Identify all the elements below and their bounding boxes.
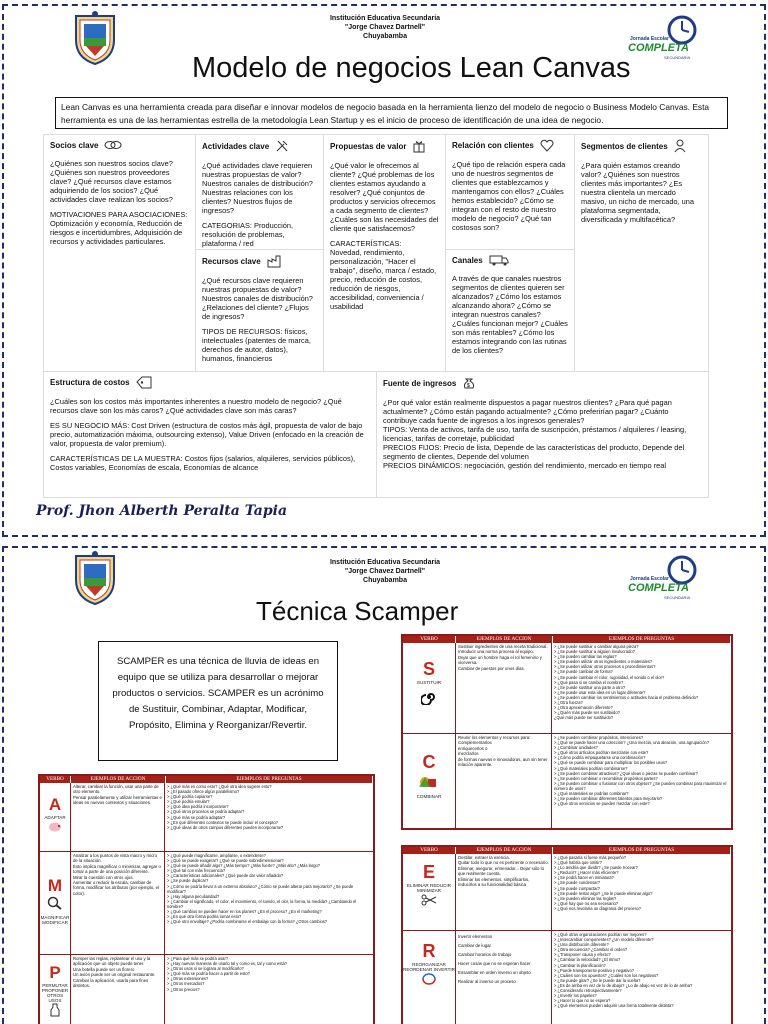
cycle-icon <box>420 972 438 986</box>
cell-title: Recursos clave <box>202 256 261 266</box>
cell-body: ¿Quiénes son nuestros socios clave? ¿Quiénes son nuestros proveedores clave? ¿Qué recursos clave estamos adquiriendo de los socios? ¿Qué actividades clave realizan los socios? <box>50 159 173 204</box>
questions-cell: > ¿Qué otras organizaciones podrían ser mejores? > ¿Intercambiar componentes? ¿Un modelo diferente? > ¿Una distribución diferente? > ¿Otra secuencia? ¿Cambiar el orden? > ¿Transponer causa y efecto? > ¿Cambiar la velocidad? ¿El ritmo? > ¿Cambiar la planificación? > ¿Puede transponerse positivo y negativo? > ¿Cuáles son los opuestos? ¿Cuáles son los negativos? > ¿Se puede girar? ¿Se le puede dar la vuelta? > ¿Es de arriba en vez de lo de abajo? ¿Lo de abajo en vez de lo de arriba? > ¿Considerarlo retrospectivamente? > ¿Invertir los papeles? > ¿Hacer lo que no se espera? > ¿Qué elementos pueden adquirir una forma totalmente distinta? <box>554 932 693 1009</box>
person-icon <box>674 139 686 153</box>
school-name: "Jorge Chavez Dartnell" <box>344 24 426 31</box>
school-location: Chuyabamba <box>363 577 407 584</box>
verb-letter: R <box>422 941 436 961</box>
header-verbo: VERBO <box>403 847 456 854</box>
cell-title: Canales <box>452 255 483 265</box>
verb-cell <box>40 783 71 851</box>
institution-header <box>300 558 470 585</box>
cell-body: ¿Para quién estamos creando valor? ¿Quiénes son nuestros clientes más importantes? ¿Es nuestra clientela un mercado masivo, un nicho de mercado, una plataforma segmentada, diversificada y multifacética? <box>581 161 694 224</box>
table-row-c <box>403 733 731 829</box>
logo-text-jornada: Jornada Escolar <box>630 576 669 582</box>
cell-body: A través de que canales nuestros segmentos de clientes quieren ser alcanzados? ¿Cómo los estamos alcanzando ahora? ¿Cómo se integran nuestros canales? ¿Cuáles funcionan mejor? ¿Cuáles son más rentables? ¿Cómo los estamos integrando con las rutinas de los clientes? <box>452 274 568 355</box>
table-row-p <box>40 954 373 1024</box>
scamper-table-amp <box>38 774 375 1024</box>
verb-letter: S <box>422 659 435 679</box>
lean-canvas-intro: Lean Canvas es una herramienta creada para diseñar e innovar modelos de negocio basada en la herramienta lienzo del modelo de negocio o Business Modelo Canvas. Esta herramienta es una de las herramientas estrella de la metodología Lean Startup y es el inicio de proceso de identificación de una idea de negocio. <box>55 97 728 129</box>
gift-icon <box>412 139 426 153</box>
jornada-logo <box>624 14 714 64</box>
cell-body: ¿Qué actividades clave requieren nuestras propuestas de valor? Nuestros canales de distribución? Nuestras relaciones con los clientes? Nuestros flujos de ingresos? <box>202 161 313 215</box>
verb-letter: E <box>422 862 435 882</box>
header-verbo: VERBO <box>40 776 71 783</box>
logo-text-jornada: Jornada Escolar <box>630 36 669 42</box>
verb-word: ELIMINAR REDUCIR MINIMIZAR <box>407 883 451 893</box>
verb-cell <box>40 955 71 1024</box>
cell-header <box>581 139 702 153</box>
header-verbo: VERBO <box>403 636 456 643</box>
school-location: Chuyabamba <box>363 33 407 40</box>
cell-body-2: TIPOS DE RECURSOS: físicos, intelectuales (patentes de marca, derechos de autor, datos), humanos, financieros <box>202 327 311 363</box>
cell-header <box>383 376 702 390</box>
actions-cell: Invertir elementos Cambiar de lugar Cambiar horarios de trabajo Hacer cosas que no se esperan hacer Ensamblar en orden inverso un objeto Realizar al inverso un proceso <box>456 931 552 1024</box>
questions-cell: > ¿Qué pasaría si fuese más pequeño? > ¿Qué habría que omitir? > ¿Lo tendría que dividir? ¿Se puede trocear? > ¿Reducir? ¿Hacer más eficiente? > ¿Se podrá hacer en miniatura? > ¿Se puede condensar? > ¿Se puede compactar? > ¿Se puede restar algo? ¿Se le puede eliminar algo? > ¿Se pueden eliminar las reglas? > ¿Qué hay que no sea necesario? > ¿Qué nos revelaría un diagrama del proceso? <box>554 855 653 911</box>
verb-cell <box>403 734 456 829</box>
scamper-table-er <box>401 845 733 1024</box>
cell-header <box>330 139 439 153</box>
cell-header <box>202 139 317 153</box>
school-name: "Jorge Chavez Dartnell" <box>344 568 426 575</box>
verb-letter: M <box>47 876 63 895</box>
cell-title: Relación con clientes <box>452 141 534 150</box>
cell-body: ¿Cuáles son los costos más importantes inherentes a nuestro modelo de negocio? ¿Qué recursos clave son los más caros? ¿Qué actividades clave son más caras? <box>50 397 342 415</box>
scamper-intro: SCAMPER es una técnica de lluvia de ideas en equipo que se utiliza para desarrollar o mejorar productos o servicios. SCAMPER es un acrónimo de Sustituir, Combinar, Adaptar, Modificar, Propósito, Elimina y Reorganizar/Revertir. <box>98 641 338 761</box>
questions-cell: > ¿Se puede sustituir o cambiar alguna pieza? > ¿Se puede sustituir a alguien involucrado? > ¿Se pueden cambiar las reglas? > ¿Se pueden utilizar otros ingredientes o materiales? > ¿Se pueden utilizar otros procesos o procedimientos? > ¿Se puede cambiar de forma? > ¿Se puede cambiar el color, rugosidad, el sonido o el olor? > ¿Qué pasa si se cambia el nombre? > ¿Se puede sustituir una parte a otro? > ¿Se puede usar esta idea en un lugar diferente? > ¿Se pueden cambiar los sentimientos o actitudes hacia el problema definido? > ¿Otra fuerza? > ¿Otra aproximación diferente? > ¿Quién más puede ser sustituido? ¿Qué más puede ser sustituido? <box>554 644 699 721</box>
actions-cell: Romper las reglas, replantear el uso y la aplicación que un objeto puede tener. Una botella puede ser un florero Un avión puede ser un original restaurante. Cambiar la aplicación, usarla para fines distintos. <box>71 955 165 1024</box>
questions-cell: > ¿Qué puede magnificarse, ampliarse, o extenderse? > ¿Qué se puede exagerar? ¿Qué se puede sobredimensionar? > ¿Qué se puede añadir algo? ¿Más tiempo? ¿Más fuerte? ¿Más alto? ¿Más largo? > ¿Qué tal con más frecuencia? > ¿Características adicionales? ¿Qué puede dar valor añadido? > ¿Se puede duplicar? > ¿Cómo se podría llevar a un extremo absoluto? ¿Cómo se puede alterar para mejorarlo? ¿Se puede modificar? > ¿Hay alguna peculiaridad? > ¿Cambiar el significado, el color, el movimiento, el sonido, el olor, la forma, la medida? ¿Cambiando el nombre? > ¿Qué cambios se pueden hacer en los planes? ¿En el proceso? ¿En el marketing? > ¿En qué otra forma podría tomar esto? > ¿Qué otro envoltaje? ¿Podría combinarse el embalaje con la forma? ¿Otros cambios? <box>167 853 357 925</box>
cell-estructura-costos <box>44 372 376 497</box>
logo-text-completa: COMPLETA <box>628 582 689 594</box>
cell-fuente-ingresos <box>377 372 708 497</box>
actions-cell: Alterar, cambiar la función, usar una parte de otro elemento. Pensar paralelamente y utilizar herramientas e ideas en nuevos contextos y situaciones. <box>71 783 165 851</box>
verb-cell <box>403 854 456 930</box>
shapes-icon <box>417 773 441 789</box>
cell-body-2: CATEGORIAS: Producción, resolución de problemas, plataforma / red <box>202 221 294 248</box>
tools-icon <box>275 139 289 153</box>
verb-word: COMBINAR <box>416 794 442 799</box>
cell-header <box>50 139 189 151</box>
cell-body: ¿Por qué valor están realmente dispuestos a pagar nuestros clientes? ¿Para qué pagan actualmente? ¿Cómo están pagando actualmente? ¿Cómo preferirían pagar? ¿Cuánto contribuye cada fuente de ingresos a los ingresos generales? TIPOS: Venta de activos, tarifa de uso, tarifa de suscripción, préstamos / alquileres / leasing, licencias, tarifas de corretaje, publicidad PRECIOS FIJOS: Precio de lista, Depende de las características del producto, Depende del segmento de clientes, Depende del volumen PRECIOS DINÁMICOS: negociación, gestión del rendimiento, mercado en tiempo real <box>383 398 687 470</box>
header-accion: EJEMPLOS DE ACCIÓN <box>71 776 166 783</box>
school-crest-icon <box>72 10 118 66</box>
table-header <box>40 776 373 783</box>
table-row-a <box>40 783 373 851</box>
cell-canales <box>446 250 574 371</box>
tag-icon <box>136 376 152 389</box>
scissors-icon <box>421 894 437 906</box>
verb-cell <box>403 931 456 1024</box>
cell-header <box>452 254 568 266</box>
institution-name: Institución Educativa Secundaria <box>329 559 441 566</box>
cell-body: ¿Qué tipo de relación espera cada uno de nuestros segmentos de clientes que establezcamos y mantengamos con ellos? ¿Cuáles hemos establecido? ¿Cómo se integran con el resto de nuestro modelo de negocio? ¿Qué tan costosos son? <box>452 160 566 232</box>
cell-segmentos-clientes <box>575 135 708 371</box>
cell-title: Socios clave <box>50 140 99 150</box>
institution-name: Institución Educativa Secundaria <box>329 15 441 22</box>
cell-body-2: ES SU NEGOCIO MÁS: Cost Driven (estructura de costos más ágil, propuesta de valor de bajo precio, automatización máxima, outsourcing extenso), Value Driven (enfocado en la creación de valor, propuesta de valor premium). <box>50 421 364 448</box>
cell-title: Actividades clave <box>202 141 270 151</box>
verb-letter: A <box>48 795 62 814</box>
table-header <box>403 636 731 643</box>
cell-title: Estructura de costos <box>50 378 130 387</box>
header-preguntas: EJEMPLOS DE PREGUNTAS <box>553 636 731 643</box>
verb-cell <box>403 643 456 733</box>
verb-word: ADAPTAR <box>44 815 66 820</box>
pig-icon <box>47 821 63 833</box>
cell-body-2: MOTIVACIONES PARA ASOCIACIONES: Optimización y economía, Reducción de riesgos e incertidumbres, Adquisición de recursos y actividades particulares. <box>50 210 188 246</box>
cell-socios-clave <box>44 135 195 371</box>
jornada-logo <box>624 554 714 604</box>
institution-header <box>300 14 470 41</box>
cell-header <box>452 139 568 152</box>
header-preguntas: EJEMPLOS DE PREGUNTAS <box>166 776 373 783</box>
logo-text-secundaria: SECUNDARIA <box>664 595 691 600</box>
cell-title: Segmentos de clientes <box>581 141 668 151</box>
cell-title: Propuestas de valor <box>330 141 407 151</box>
cell-propuestas-valor <box>324 135 445 371</box>
truck-icon <box>489 254 509 266</box>
verb-letter: P <box>49 963 61 982</box>
questions-cell: > ¿Se pueden combinar propósitos, intenciones? > ¿Qué se puede hacer una colección? ¿Una mezcla, una aleación, una agrupación? > ¿Combinar unidades? > ¿Qué otros artículos podrían mezclarse con este? > ¿Cómo podría empaquetarse una combinación? > ¿Qué se puede combinar para multiplicar los posibles usos? > ¿Qué materiales podrían combinarse? > ¿Se pueden combinar atractivos? ¿Qué ideas o piezas se pueden combinar? > ¿Se pueden combinar o recombinar propósitos partes? > ¿Se pueden combinar o fusionar con otros objetos? ¿Se pueden combinar para maximizar el número de usos? > ¿Qué materiales se podrían combinar? > ¿Se pueden combinar diferentes talentos para mejorarlo? > ¿Qué otros servicios se pueden mezclar con este? <box>554 735 727 807</box>
table-row-m <box>40 851 373 954</box>
lean-canvas-grid <box>43 134 709 498</box>
svg-text:$: $ <box>467 383 471 389</box>
verb-cell <box>40 852 71 954</box>
cell-body-3: CARACTERÍSTICAS DE LA MUESTRA: Costos fijos (salarios, alquileres, servicios públicos), Costos variables, Economías de escala, Economías de alcance <box>50 454 356 472</box>
questions-cell: > ¿Qué más es como esto? ¿Qué otra idea sugiere esto? > ¿El pasado ofrece algún paralelismo? > ¿Qué podría copiarse? > ¿Qué podría emular? > ¿Qué idea podría incorporarse? > ¿Qué otros procesos se podría adaptar? > ¿Qué más se podría adaptar? > ¿En qué diferentes contextos se puede incluir el concepto? > ¿Qué ideas de otros campos diferentes pueden incorporarse? <box>167 784 284 830</box>
factory-icon <box>267 254 283 268</box>
cell-relacion-clientes <box>446 135 574 249</box>
cell-header <box>202 254 317 268</box>
cell-recursos-clave <box>196 250 323 371</box>
cell-title: Fuente de ingresos <box>383 378 457 388</box>
actions-cell: Sustituir ingredientes de una receta tradicional. Introducir una norma procesa al equipo. Dejar que un hombre haga el rol femenino y viceversa. Cambiar de puestos por unos días. <box>456 643 552 733</box>
table-row-r <box>403 930 731 1024</box>
verb-word: REORGANIZAR REORDENAR INVERTIR <box>403 962 455 972</box>
table-row-e <box>403 854 731 930</box>
actions-cell: Analizar a los puntos de vista macro y micro de la situación. Esto implica magnificar o minimizar, agregar o tomar a parte de una posición diferente. Mirar la cuestión con otros ojos. Aumentar o reducir la escala, cambiar de forma, modificar los atributos (por ejemplo, el color). <box>71 852 165 954</box>
link-icon <box>104 139 122 151</box>
cell-header <box>50 376 370 389</box>
bottle-icon <box>50 1003 60 1017</box>
logo-text-completa: COMPLETA <box>628 42 689 54</box>
page-title: Modelo de negocios Lean Canvas <box>192 52 631 84</box>
cell-actividades-clave <box>196 135 323 249</box>
swirl-icon <box>421 689 437 705</box>
header-preguntas: EJEMPLOS DE PREGUNTAS <box>553 847 731 854</box>
teacher-signature: Prof. Jhon Alberth Peralta Tapia <box>36 503 288 519</box>
magnifier-icon <box>47 896 63 910</box>
verb-word: MAGNIFICAR MODIFICAR <box>40 915 70 925</box>
table-row-s <box>403 643 731 733</box>
cell-body-2: CARACTERÍSTICAS: Novedad, rendimiento, personalización, "Hacer el trabajo", diseño, marca / estado, precio, reducción de costos, reducción de riesgos, accesibilidad, conveniencia / usabilidad <box>330 239 437 311</box>
logo-text-secundaria: SECUNDARIA <box>664 55 691 60</box>
cell-body: ¿Qué recursos clave requieren nuestras propuestas de valor? Nuestros canales de distribución? ¿Relaciones del cliente? ¿Flujos de ingresos? <box>202 276 313 321</box>
verb-letter: C <box>422 752 436 772</box>
cell-body: ¿Qué valor le ofrecemos al cliente? ¿Qué problemas de los clientes estamos ayudando a resolver? ¿Qué conjuntos de productos y servicios ofrecemos a cada segmento de clientes? ¿Cuáles son las necesidades del cliente que satisfacemos? <box>330 161 439 233</box>
table-header <box>403 847 731 854</box>
verb-word: PERMUTAR PROPONER OTROS USOS <box>41 983 69 1003</box>
actions-cell: Destilar, extraer la esencia. Quitar todo lo que no es pertinente o necesario. Eliminar, asegurar, entrenador... Dejar sólo lo que realmente cuenta. Eliminar los elementos, simplificarlos, reducirlos a su funcionalidad básica <box>456 854 552 930</box>
school-crest-icon <box>72 550 118 606</box>
heart-icon <box>540 139 554 152</box>
money-bag-icon <box>462 376 476 390</box>
header-accion: EJEMPLOS DE ACCIÓN <box>456 636 553 643</box>
header-accion: EJEMPLOS DE ACCIÓN <box>456 847 553 854</box>
scamper-title: Técnica Scamper <box>256 596 459 626</box>
questions-cell: > ¿Para qué más se podría usar? > ¿Hay nuevas maneras de usarlo tal y como es, tal y como está? > ¿Otros usos si se lograra al modificarlo? > ¿Qué más se podría hacer a partir de esto? > ¿Otras extensiones? > ¿Otros mercados? > ¿Otros precios? <box>167 956 288 992</box>
actions-cell: Reunir los elementos y recursos para: Complementarlos enriquecerlos o mezclarlos de formas nuevas e innovadoras, aun sin tener relación aparente. <box>456 734 552 829</box>
scamper-table-sc <box>401 634 733 830</box>
verb-word: SUSTITUIR <box>416 680 442 685</box>
